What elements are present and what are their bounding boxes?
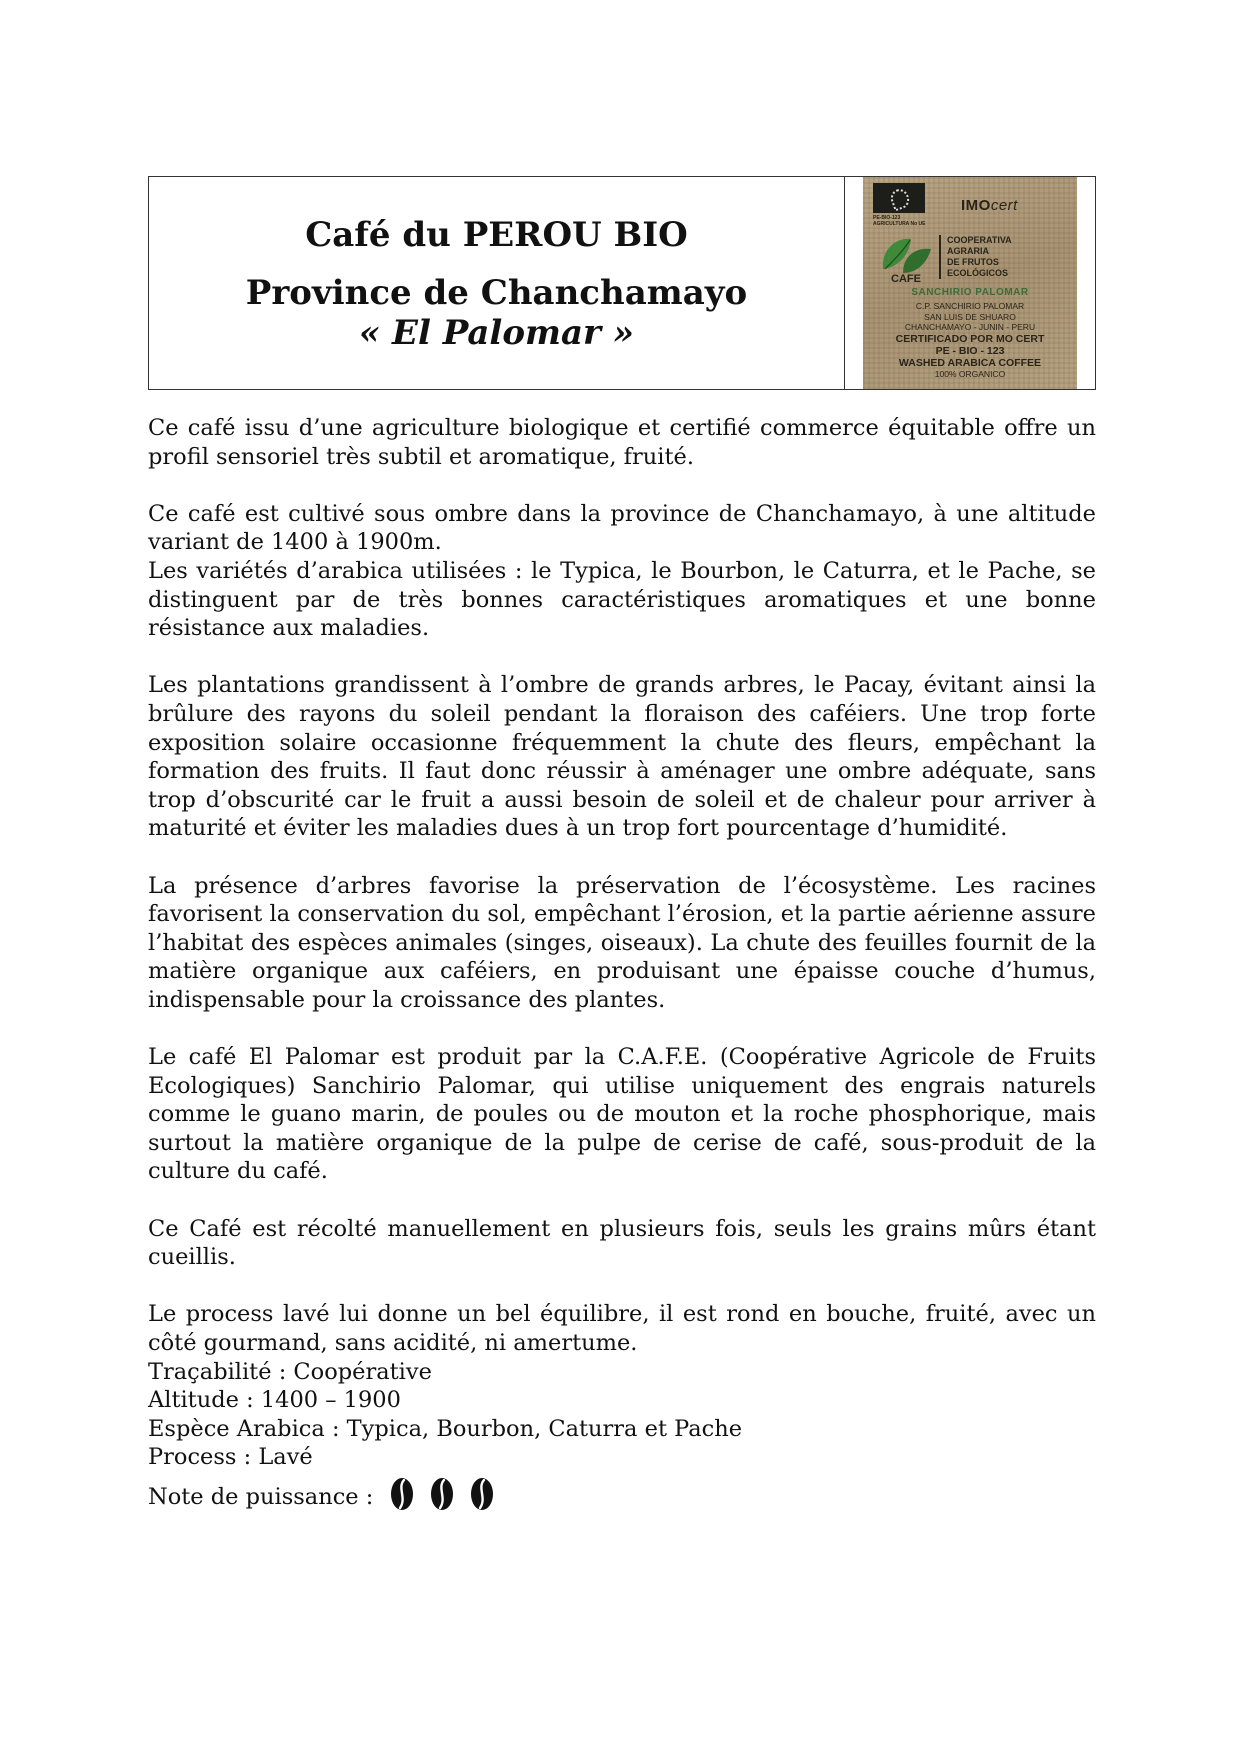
cooperative-name [939, 235, 1059, 279]
coffee-bean-icon [429, 1476, 455, 1512]
bag-line: CERTIFICADO POR MO CERT [895, 332, 1045, 345]
paragraph-harvest: Ce Café est récolté manuellement en plusieurs fois, seuls les grains mûrs étant cueillis. [148, 1215, 1096, 1271]
logo-cell [845, 177, 1095, 389]
coffee-bean-icon [389, 1476, 415, 1512]
bag-line: 100% ORGANICO [934, 368, 1006, 379]
spec-process: Process : Lavé [148, 1444, 313, 1471]
eu-organic-code: PE-BIO-123 AGRICULTURA No UE [873, 215, 926, 227]
header-box [148, 176, 1096, 390]
page-subtitle: « El Palomar » [358, 313, 635, 353]
bag-line: CHANCHAMAYO - JUNIN - PERU [904, 322, 1036, 332]
coffee-bag-label-image [863, 177, 1077, 389]
coop-line: DE FRUTOS [947, 257, 999, 267]
power-rating [148, 1476, 1096, 1520]
sanchirio-palomar: SANCHIRIO PALOMAR [911, 287, 1029, 298]
power-label: Note de puissance : [148, 1484, 374, 1511]
paragraph-cultivation: Ce café est cultivé sous ombre dans la province de Chanchamayo, à une altitude variant de 1400 à 1900m. [148, 500, 1096, 556]
spec-espece: Espèce Arabica : Typica, Bourbon, Caturra et Pache [148, 1415, 743, 1442]
coop-line: AGRARIA [947, 246, 989, 256]
page-title-province: Province de Chanchamayo [245, 273, 748, 313]
bag-line: WASHED ARABICA COFFEE [898, 356, 1042, 369]
bag-line: C.P. SANCHIRIO PALOMAR [915, 301, 1025, 311]
coffee-bean-icon [469, 1476, 495, 1512]
cafe-word: CAFE [891, 273, 921, 285]
paragraph-varieties: Les variétés d’arabica utilisées : le Typica, le Bourbon, le Caturra, et le Pache, se distinguent par de très bonnes caractéristiques aromatiques et une bonne résistance aux maladies. [148, 557, 1096, 642]
bag-address-lines [871, 301, 1069, 379]
paragraph-plantations: Les plantations grandissent à l’ombre de grands arbres, le Pacay, évitant ainsi la brûlure des rayons du soleil pendant la floraison des caféiers. Une trop forte exposition solaire occasionne fréquemment la chute des fleurs, empêchant la formation des fruits. Il faut donc réussir à aménager une ombre adéquate, sans trop d’obscurité car le fruit a aussi besoin de soleil et de chaleur pour arriver à maturité et éviter les maladies dues à un trop fort pourcentage d’humidité. [148, 672, 1096, 842]
power-beans [373, 1476, 495, 1520]
spec-altitude: Altitude : 1400 – 1900 [148, 1387, 401, 1414]
imo-text: IMO [961, 197, 991, 214]
page-title: Café du PEROU BIO [305, 215, 688, 255]
paragraph-ecosystem: La présence d’arbres favorise la préservation de l’écosystème. Les racines favorisent la conservation du sol, empêchant l’érosion, et la partie aérienne assure l’habitat des espèces animales (singes, oiseaux). La chute des feuilles fournit de la matière organique aux caféiers, en produisant une épaisse couche d’humus, indispensable pour la croissance des plantes. [148, 872, 1096, 1013]
title-cell [149, 177, 845, 389]
body-text [148, 414, 1096, 1520]
bag-line: SAN LUIS DE SHUARO [924, 311, 1016, 322]
paragraph-producer: Le café El Palomar est produit par la C.A.F.E. (Coopérative Agricole de Fruits Ecologiques) Sanchirio Palomar, qui utilise uniquement des engrais naturels comme le guano marin, de poules ou de mouton et la roche phosphorique, mais surtout la matière organique de la pulpe de cerise de café, sous-produit de la culture du café. [148, 1044, 1096, 1185]
imo-cert-logo [961, 197, 1018, 214]
eu-organic-logo-icon [873, 183, 925, 213]
spec-tracabilite: Traçabilité : Coopérative [148, 1358, 432, 1385]
coop-line: ECOLÓGICOS [947, 268, 1009, 278]
paragraph-process: Le process lavé lui donne un bel équilibre, il est rond en bouche, fruité, avec un côté gourmand, sans acidité, ni amertume. [148, 1301, 1096, 1356]
coop-line: COOPERATIVA [947, 235, 1012, 245]
imo-cert-text: cert [990, 197, 1018, 214]
paragraph-intro: Ce café issu d’une agriculture biologique et certifié commerce équitable offre un profil sensoriel très subtil et aromatique, fruité. [148, 415, 1096, 470]
bag-line: PE - BIO - 123 [935, 344, 1005, 357]
